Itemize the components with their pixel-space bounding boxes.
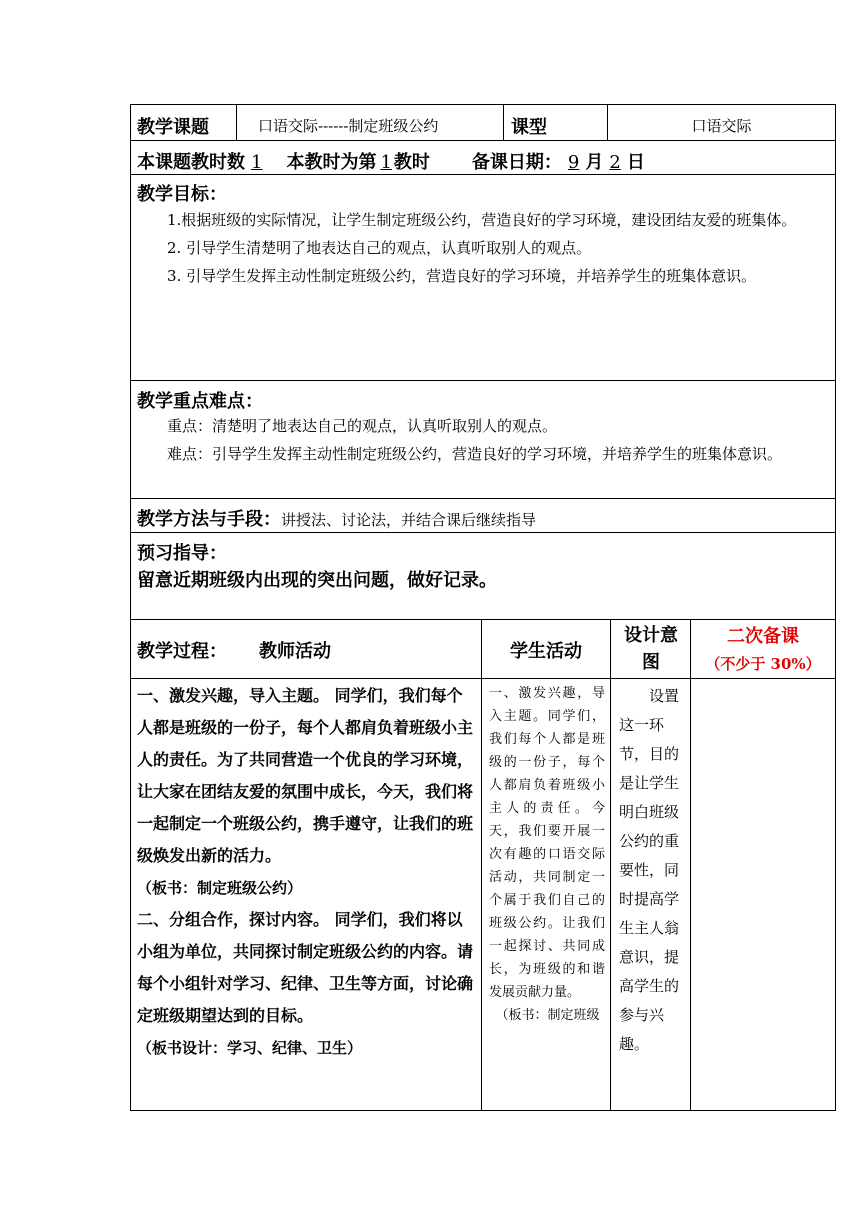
preview-text: 留意近期班级内出现的突出问题，做好记录。 (137, 570, 497, 591)
schedule-line (137, 148, 645, 174)
prep-day-value: 2 (609, 152, 621, 173)
student-activity-text: 一、激发兴趣，导入主题。同学们，我们每个人都是班级的一份子，每个人都肩负着班级小主人的责任。今天，我们要开展一次有趣的口语交际活动，共同制定一个属于我们自己的班级公约。让我们一起探讨、共同成长，为班级的和谐发展贡献力量。 (489, 686, 605, 1000)
prep-day-label: 日 (626, 152, 645, 173)
table-border (130, 174, 836, 175)
teacher-board-note: （板书设计：学习、纪律、卫生） (137, 1039, 363, 1057)
table-border (130, 104, 131, 1110)
current-hour-prefix: 本教时为第 (286, 152, 377, 173)
teacher-activity-body (137, 680, 475, 1064)
process-label: 教学过程： (137, 641, 227, 662)
total-hours-value: 1 (251, 152, 263, 173)
table-border (130, 498, 836, 499)
table-border (130, 619, 836, 620)
table-border (130, 140, 836, 141)
key-difficulty: 难点：引导学生发挥主动性制定班级公约，营造良好的学习环境，并培养学生的班集体意识。 (167, 445, 783, 463)
key-points-heading: 教学重点难点： (137, 391, 263, 412)
current-hour-suffix: 教时 (393, 152, 430, 173)
objectives-heading: 教学目标： (137, 184, 227, 205)
key-focus: 重点：清楚明了地表达自己的观点，认真听取别人的观点。 (167, 417, 558, 435)
second-prep-subheader: （不少于 30%） (705, 655, 821, 673)
preview-heading: 预习指导： (137, 543, 227, 564)
objectives-list (137, 206, 831, 290)
key-points-body (137, 412, 831, 468)
teacher-paragraph: 一、激发兴趣，导入主题。 同学们，我们每个人都是班级的一份子，每个人都肩负着班级小主人的责任。为了共同营造一个优良的学习环境，让大家在团结友爱的氛围中成长，今天，我们将一起制定一个班级公约，携手遵守，让我们的班级焕发出新的活力。 (137, 686, 474, 865)
teacher-paragraph: 二、分组合作，探讨内容。 同学们，我们将以小组为单位，共同探讨制定班级公约的内容。请每个小组针对学习、纪律、卫生等方面，讨论确定班级期望达到的目标。 (137, 910, 474, 1025)
design-intent-body: 设置这一环节，目的是让学生明白班级公约的重要性，同时提高学生主人翁意识，提高学生的参与兴趣。 (619, 687, 680, 1053)
table-border (610, 619, 611, 1110)
prep-month-label: 月 (585, 152, 604, 173)
table-border (130, 1110, 836, 1111)
prep-month-value: 9 (567, 152, 580, 173)
table-border (481, 619, 482, 1110)
objective-item: 2. 引导学生清楚明了地表达自己的观点，认真听取别人的观点。 (167, 239, 592, 257)
teacher-board-note: （板书：制定班级公约） (137, 879, 303, 897)
student-activity-header: 学生活动 (510, 641, 582, 662)
second-prep-body (691, 679, 835, 1109)
student-activity-body (489, 682, 605, 1027)
objective-item: 1.根据班级的实际情况，让学生制定班级公约，营造良好的学习环境，建设团结友爱的班集体。 (167, 211, 797, 229)
current-hour-value: 1 (380, 152, 392, 173)
methods-line (137, 505, 536, 531)
table-border (835, 104, 836, 1110)
objective-item: 3. 引导学生发挥主动性制定班级公约，营造良好的学习环境，并培养学生的班集体意识。 (167, 267, 757, 285)
student-board-note: （板书：制定班级 (495, 1008, 600, 1023)
methods-heading: 教学方法与手段： (137, 509, 281, 530)
lesson-title-label: 教学课题 (137, 117, 209, 138)
teacher-activity-header: 教师活动 (259, 641, 331, 662)
methods-text: 讲授法、讨论法，并结合课后继续指导 (281, 511, 537, 529)
prep-date-label: 备课日期： (471, 152, 562, 173)
design-intent-header: 设计意图 (624, 625, 678, 673)
second-prep-header: 二次备课 (727, 626, 799, 647)
lesson-title-value: 口语交际------制定班级公约 (258, 117, 439, 135)
total-hours-label: 本课题教时数 (137, 152, 245, 173)
lesson-type-value: 口语交际 (691, 117, 752, 135)
table-border (503, 104, 504, 140)
lesson-type-label: 课型 (511, 117, 547, 138)
process-header (137, 637, 331, 663)
table-border (236, 104, 237, 140)
table-border (130, 532, 836, 533)
table-border (130, 380, 836, 381)
